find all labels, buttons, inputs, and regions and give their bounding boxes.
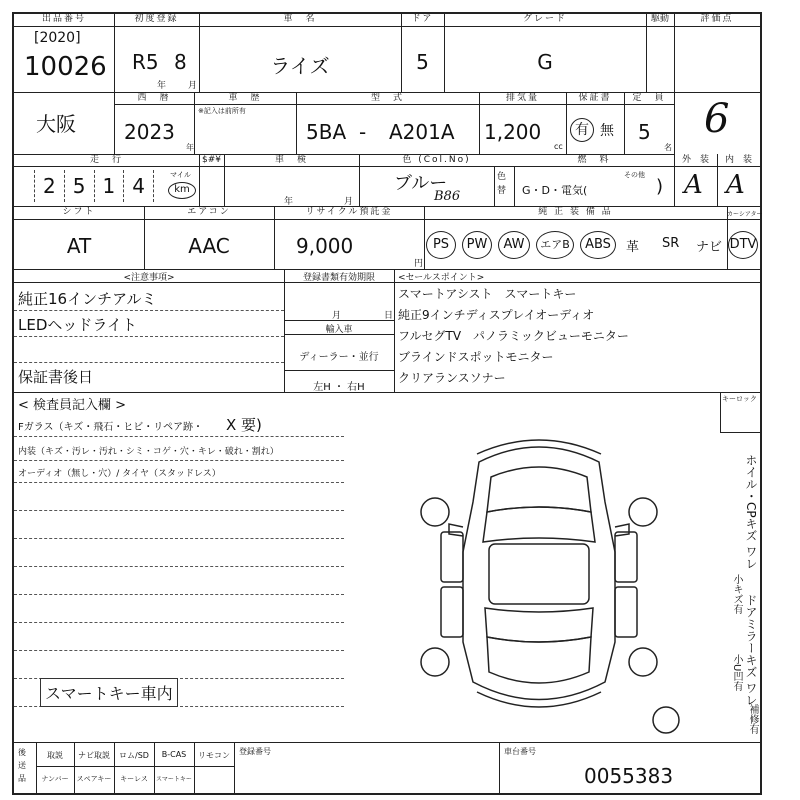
handle-side: 左H ・ 右H <box>313 382 365 393</box>
legend-dent: 小U凹有 <box>731 654 742 692</box>
sales-point: ブラインドスポットモニター <box>398 350 554 364</box>
shaken-label: 車 検 <box>274 155 308 165</box>
exhibit-no-label: 出品番号 <box>41 14 86 24</box>
equipment-airbag: エアB <box>536 231 574 259</box>
caution-label: <注意事項> <box>123 273 175 283</box>
sales-point: フルセグTV パノラミックビューモニター <box>398 329 629 343</box>
footer-item: スマートキー <box>156 776 192 783</box>
shift: AT <box>66 234 92 258</box>
legend-wheel: ホイル・CPキズ ワレ <box>744 454 758 570</box>
mileage-digit: 4 <box>123 170 154 202</box>
score-label: 評価点 <box>700 14 734 24</box>
caution-item: LEDヘッドライト <box>18 316 137 334</box>
legend-small-scratch: 小キズ有 <box>731 574 742 614</box>
mileage-digit: 2 <box>34 170 64 202</box>
warranty-label: 保証書 <box>578 93 612 103</box>
cc-unit: cc <box>554 142 563 151</box>
capacity-label: 定 員 <box>632 93 666 103</box>
yen-unit: 円 <box>414 259 424 269</box>
car-name-label: 車 名 <box>283 14 317 24</box>
caution-item: 純正16インチアルミ <box>18 290 157 308</box>
reg-month-unit: 月 <box>332 311 342 321</box>
car-name: ライズ <box>270 54 330 78</box>
fuel-other: その他 <box>624 171 645 179</box>
inspector-title: < 検査員記入欄 > <box>18 398 127 413</box>
history-sub: ※記入は前所有 <box>198 107 246 115</box>
capacity-unit: 名 <box>664 143 672 152</box>
shaken-year-unit: 年 <box>284 197 294 207</box>
equipment-abs: ABS <box>580 231 616 259</box>
door-label: ドア <box>411 14 434 24</box>
interior-line: 内装（キズ・汚レ・汚れ・シミ・コゲ・穴・キレ・破れ・割れ） <box>18 447 279 457</box>
displacement: 1,200 <box>484 120 542 144</box>
doors: 5 <box>416 50 429 74</box>
recycle-label: リサイクル預託金 <box>305 207 393 217</box>
auction-sheet <box>12 12 762 795</box>
footer-item: ナビ取説 <box>78 751 110 760</box>
equipment-list <box>426 229 758 263</box>
year: 2023 <box>124 120 175 144</box>
grade: G <box>537 50 553 74</box>
warranty-no: 無 <box>600 123 614 139</box>
footer-item: B-CAS <box>161 750 187 759</box>
mileage-digit: 1 <box>94 170 124 202</box>
equipment-dtv: DTV <box>728 231 758 259</box>
shift-label: シフト <box>62 207 96 217</box>
recycle: 9,000 <box>296 234 354 258</box>
region: 大阪 <box>36 112 76 136</box>
exterior-label: 外 装 <box>681 155 709 165</box>
equipment-pw: PW <box>462 231 492 259</box>
exterior-grade: A <box>684 170 703 200</box>
color: ブルー <box>394 173 448 194</box>
legend-mirror: ドアミラーキズ ワレ <box>744 594 758 706</box>
equipment-leather: 革 <box>626 240 640 255</box>
sales-point: 純正9インチディスプレイオーディオ <box>398 308 595 322</box>
month-unit: 月 <box>188 81 198 91</box>
sales-points <box>398 284 758 389</box>
footer-item: 取説 <box>47 751 63 760</box>
model-dash: - <box>359 120 367 144</box>
reg-no-label: 登録番号 <box>239 747 271 756</box>
fuel-label: 燃 料 <box>577 155 611 165</box>
shaken-month-unit: 月 <box>344 197 354 207</box>
warranty-yes-circled: 有 <box>570 118 594 142</box>
equipment-aw: AW <box>498 231 530 259</box>
year-unit: 年 <box>157 81 167 91</box>
import-label: 輸入車 <box>325 325 353 335</box>
import-type: ディーラー・並行 <box>299 352 379 363</box>
km-circled: km <box>168 182 196 199</box>
mileage-digit: 5 <box>64 170 94 202</box>
mileage-digits <box>34 170 154 202</box>
year-unit-2: 年 <box>186 143 194 152</box>
year-label: 西 暦 <box>137 93 171 103</box>
drive-label: 駆動 <box>650 14 669 24</box>
equipment-navi: ナビ <box>696 240 723 255</box>
footer-item: キーレス <box>120 775 148 783</box>
chassis-label: 車台番号 <box>504 747 536 756</box>
first-reg-label: 初度登録 <box>134 14 179 24</box>
footer-item: リモコン <box>198 751 230 760</box>
audio-tire-line: オーディオ（無し・穴）/ タイヤ（スタッドレス） <box>18 469 221 479</box>
car-diagram <box>419 432 659 717</box>
exhibit-number: 10026 <box>24 52 107 82</box>
exhibit-year: [2020] <box>34 30 81 46</box>
spare-wheel-icon <box>650 704 682 736</box>
interior-label: 内 装 <box>724 155 752 165</box>
fuel-options: G・D・電気( <box>522 184 588 197</box>
keylock-label: キーロック <box>722 395 757 403</box>
interior-grade: A <box>726 170 745 200</box>
fuel-close: ) <box>656 176 664 197</box>
footer-item: ロム/SD <box>119 751 149 760</box>
aircon: AAC <box>188 234 230 258</box>
collected-label: 後送品 <box>18 748 26 783</box>
mile-label: マイル <box>170 171 191 179</box>
model-code: A201A <box>389 120 455 144</box>
model-label: 型 式 <box>370 93 404 103</box>
sales-point: クリアランスソナー <box>398 371 506 385</box>
color-label: 色 (Col.No) <box>402 155 471 165</box>
footer-item: スペアキー <box>76 775 112 783</box>
color-code: B86 <box>434 189 461 204</box>
windshield-line: Fガラス（キズ・飛石・ヒビ・リペア跡・ <box>18 422 204 433</box>
windshield-mark: X 要) <box>226 416 262 434</box>
history-label: 車 歴 <box>228 93 262 103</box>
reg-day-unit: 日 <box>384 311 394 321</box>
mileage-label: 走 行 <box>89 155 123 165</box>
caution-item: 保証書後日 <box>18 368 94 386</box>
color-change-label: 色替 <box>497 172 507 196</box>
legend-repair: 補修有 <box>747 704 758 734</box>
car-theater-label: カーシアター <box>727 211 763 218</box>
reg-expiry-label: 登録書類有効期限 <box>302 273 375 283</box>
model-prefix: 5BA <box>306 120 347 144</box>
chassis-number: 0055383 <box>584 764 674 788</box>
equipment-label: 純 正 装 備 品 <box>538 207 613 217</box>
first-reg-month: 8 <box>174 50 187 74</box>
sales-label: <セールスポイント> <box>398 273 485 283</box>
equipment-sr: SR <box>662 236 680 251</box>
price-label: $#¥ <box>202 155 221 165</box>
equipment-ps: PS <box>426 231 456 259</box>
capacity: 5 <box>638 120 651 144</box>
footer-item: ナンバー <box>41 775 69 783</box>
aircon-label: エアコン <box>187 207 231 217</box>
first-reg-era: R5 <box>132 50 159 74</box>
displacement-label: 排気量 <box>505 93 539 103</box>
score: 6 <box>704 96 730 142</box>
grade-label: グレード <box>522 14 567 24</box>
handwritten-note: スマートキー車内 <box>40 678 178 707</box>
sales-point: スマートアシスト スマートキー <box>398 287 577 301</box>
